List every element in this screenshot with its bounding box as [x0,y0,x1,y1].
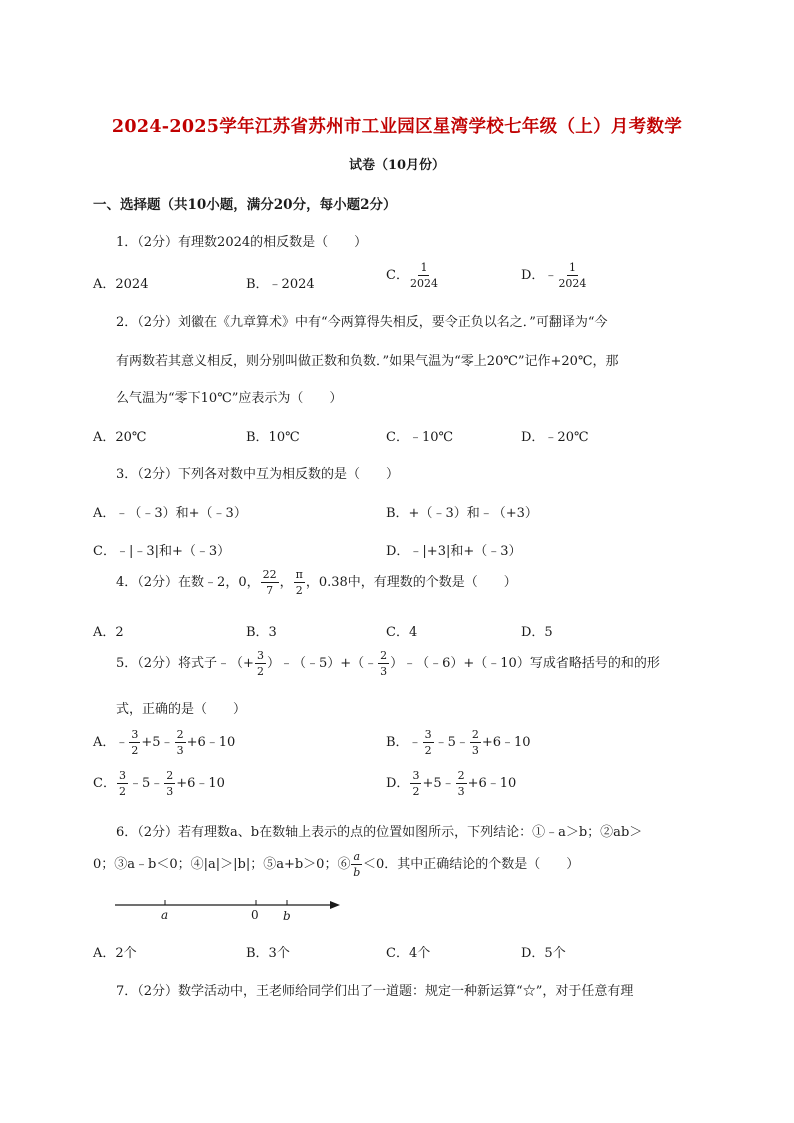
q4-option-c: C．4 [386,625,418,640]
question-3-stem: 3．（2分）下列各对数中互为相反数的是（ ） [116,467,400,482]
question-2-line2: 有两数若其意义相反，则分别叫做正数和负数．”如果气温为“零上20℃”记作+20℃，那 [116,354,619,369]
q2-option-c: C．﹣10℃ [386,430,454,445]
q3-option-c: C．﹣|﹣3|和+（﹣3） [93,544,231,559]
fraction: $\frac{1}{2024}$ [558,261,587,290]
q3-option-d: D．﹣|+3|和+（﹣3） [386,544,522,559]
q2-option-a: A．20℃ [93,430,147,445]
fraction: $\frac{1}{2024}$ [409,261,438,290]
q5-option-d: D． $\frac{3}{2}$ +5﹣ $\frac{2}{3}$ +6﹣10 [386,769,517,798]
fraction: $\frac{3}{2}$ [118,769,126,798]
fraction: $\frac{2}{3}$ [176,728,184,757]
fraction: $\frac{3}{2}$ [131,728,139,757]
question-6-line2: 0；③a﹣b＜0；④|a|＞|b|；⑤a+b＞0；⑥ $\frac{a}{b}$ ＜0．其中正确结论的个数是（ ） [93,850,580,879]
q4-option-b: B．3 [246,625,277,640]
fraction: $\frac{3}{2}$ [424,728,432,757]
label-b: b [283,909,291,923]
label-zero: 0 [251,908,259,922]
fraction: $\frac{3}{2}$ [256,649,264,678]
question-7-line1: 7．（2分）数学活动中，王老师给同学们出了一道题：规定一种新运算“☆”，对于任意有理 [116,984,634,999]
q5-option-a: A．﹣ $\frac{3}{2}$ +5﹣ $\frac{2}{3}$ +6﹣10 [93,728,236,757]
question-2-line3: 么气温为“零下10℃”应表示为（ ） [116,391,343,406]
fraction: $\frac{2}{3}$ [457,769,465,798]
q5-option-b: B．﹣ $\frac{3}{2}$ ﹣5﹣ $\frac{2}{3}$ +6﹣10 [386,728,531,757]
q4-option-d: D．5 [521,625,553,640]
question-6-line1: 6．（2分）若有理数a、b在数轴上表示的点的位置如图所示，下列结论：①﹣a＞b；②ab＞ [116,825,643,840]
question-1-stem: 1．（2分）有理数2024的相反数是（ ） [116,235,368,250]
fraction: $\frac{a}{b}$ [353,850,361,879]
exam-subtitle: 试卷（10月份） [348,158,446,173]
fraction: $\frac{22}{7}$ [262,568,277,597]
question-2-line1: 2．（2分）刘徽在《九章算术》中有“今两算得失相反，要令正负以名之．”可翻译为“今 [116,315,608,330]
section-heading: 一、选择题（共10小题，满分20分，每小题2分） [93,197,397,213]
q2-option-b: B．10℃ [246,430,300,445]
number-line-figure [110,893,350,925]
q3-option-a: A．﹣（﹣3）和+（﹣3） [93,506,247,521]
question-5-line2: 式，正确的是（ ） [116,702,247,717]
q4-option-a: A．2 [93,625,124,640]
q2-option-d: D．﹣20℃ [521,430,589,445]
label-a: a [161,908,169,922]
fraction: $\frac{\pi}{2}$ [295,568,303,597]
q1-option-b: B．﹣2024 [246,277,315,292]
q6-option-c: C．4个 [386,946,431,961]
q1-option-c: C． $\frac{1}{2024}$ [386,261,438,290]
fraction: $\frac{2}{3}$ [471,728,479,757]
q1-option-a: A．2024 [93,277,149,292]
q5-option-c: C． $\frac{3}{2}$ ﹣5﹣ $\frac{2}{3}$ +6﹣10 [93,769,225,798]
q3-option-b: B．+（﹣3）和﹣（+3） [386,506,538,521]
fraction: $\frac{2}{3}$ [380,649,388,678]
q6-option-d: D．5个 [521,946,566,961]
q6-option-a: A．2个 [93,946,137,961]
q6-option-b: B．3个 [246,946,290,961]
fraction: $\frac{3}{2}$ [412,769,420,798]
question-5-line1: 5．（2分）将式子﹣（+ $\frac{3}{2}$ ）﹣（﹣5）+（﹣ $\frac{2}{3}$ ）﹣（﹣6）+（﹣10）写成省略括号的和的形 [116,649,660,678]
fraction: $\frac{2}{3}$ [166,769,174,798]
exam-title: 2024-2025学年江苏省苏州市工业园区星湾学校七年级（上）月考数学 [111,117,683,137]
question-4-stem: 4．（2分）在数﹣2，0， $\frac{22}{7}$ ， $\frac{\pi}{2}$ ，0.38中，有理数的个数是（ ） [116,568,517,597]
q1-option-d: D．﹣ $\frac{1}{2024}$ [521,261,587,290]
number-line-arrow [330,901,340,909]
